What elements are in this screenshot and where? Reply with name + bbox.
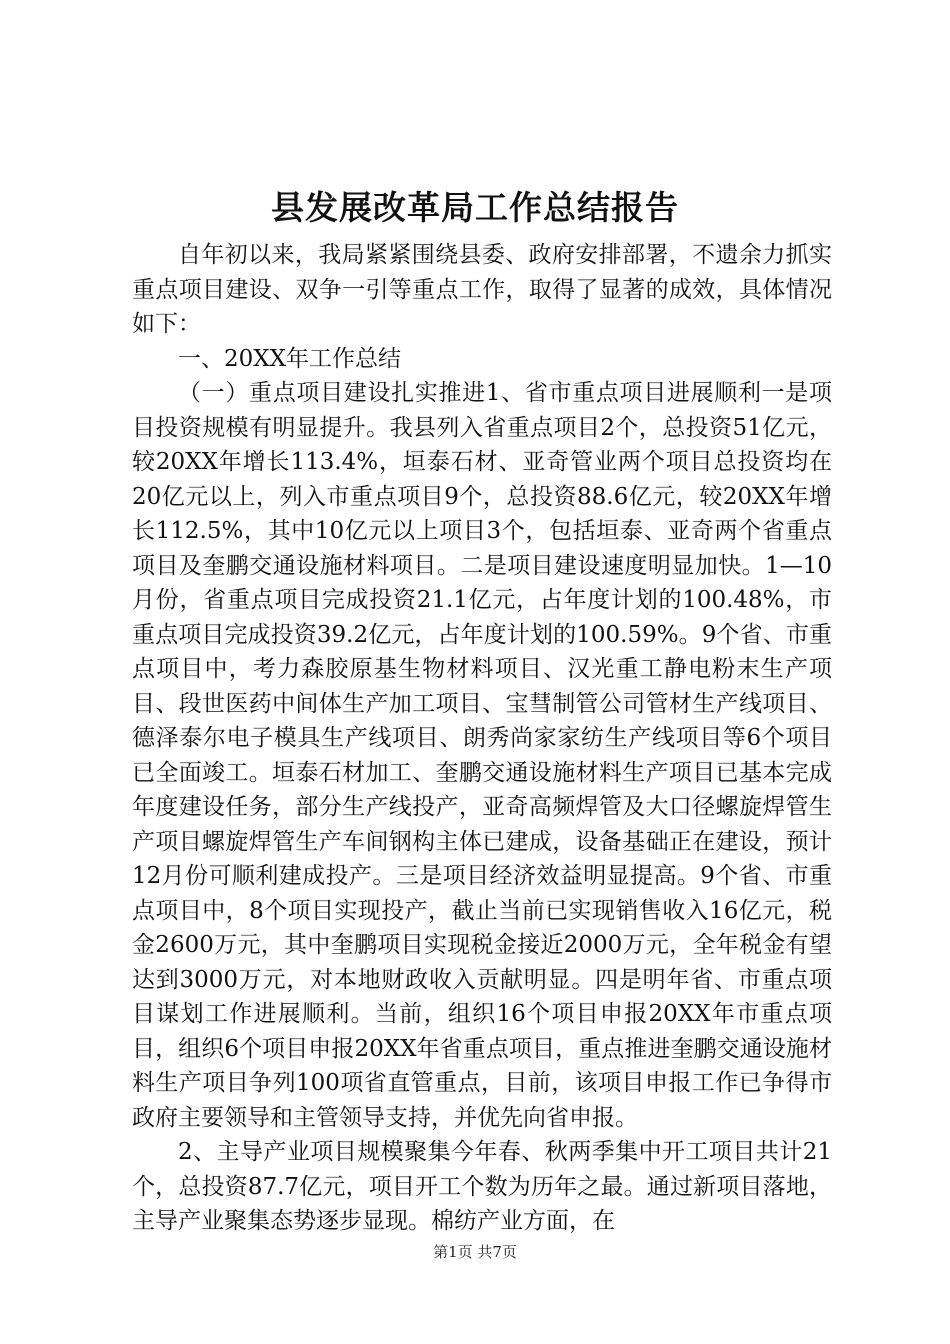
paragraph-section-heading: 一、20XX年工作总结 [178,345,402,372]
paragraph-key-projects: （一）重点项目建设扎实推进1、省市重点项目进展顺利一是项目投资规模有明显提升。我县列入省重点项目2个，总投资51亿元，较20XX年增长113.4%，垣泰石材、亚奇管业两个项目总投资均在20亿元以上，列入市重点项目9个，总投资88.6亿元，较20XX年增长112.5%，其中10亿元以上项目3个，包括垣泰、亚奇两个省重点项目及奎鹏交通设施材料项目。二是项目建设速度明显加快。1—10月份，省重点项目完成投资21.1亿元，占年度计划的100.48%，市重点项目完成投资39.2亿元，占年度计划的100.59%。9个省、市重点项目中，考力森胶原基生物材料项目、汉光重工静电粉末生产项目、段世医药中间体生产加工项目、宝彗制管公司管材生产线项目、德泽泰尔电子模具生产线项目、朗秀尚家家纺生产线项目等6个项目已全面竣工。垣泰石材加工、奎鹏交通设施材料生产项目已基本完成年度建设任务，部分生产线投产，亚奇高频焊管及大口径螺旋焊管生产项目螺旋焊管生产车间钢构主体已建成，设备基础正在建设，预计12月份可顺利建成投产。三是项目经济效益明显提高。9个省、市重点项目中，8个项目实现投产，截止当前已实现销售收入16亿元，税金2600万元，其中奎鹏项目实现税金接近2000万元，全年税金有望达到3000万元，对本地财政收入贡献明显。四是明年省、市重点项目谋划工作进展顺利。当前，组织16个项目申报20XX年市重点项目，组织6个项目申报20XX年省重点项目，重点推进奎鹏交通设施材料生产项目争列100项省直管重点，目前，该项目申报工作已争得市政府主要领导和主管领导支持，并优先向省申报。 [132,380,832,1131]
paragraph-industry-projects: 2、主导产业项目规模聚集今年春、秋两季集中开工项目共计21个，总投资87.7亿元，项目开工个数为历年之最。通过新项目落地，主导产业聚集态势逐步显现。棉纺产业方面，在 [132,1139,832,1234]
document-body [132,238,832,1239]
document-title: 县发展改革局工作总结报告 [271,188,679,227]
page-footer: 第1页 共7页 [433,1243,517,1261]
paragraph-intro: 自年初以来，我局紧紧围绕县委、政府安排部署，不遗余力抓实重点项目建设、双争一引等重点工作，取得了显著的成效，具体情况如下： [132,242,832,337]
